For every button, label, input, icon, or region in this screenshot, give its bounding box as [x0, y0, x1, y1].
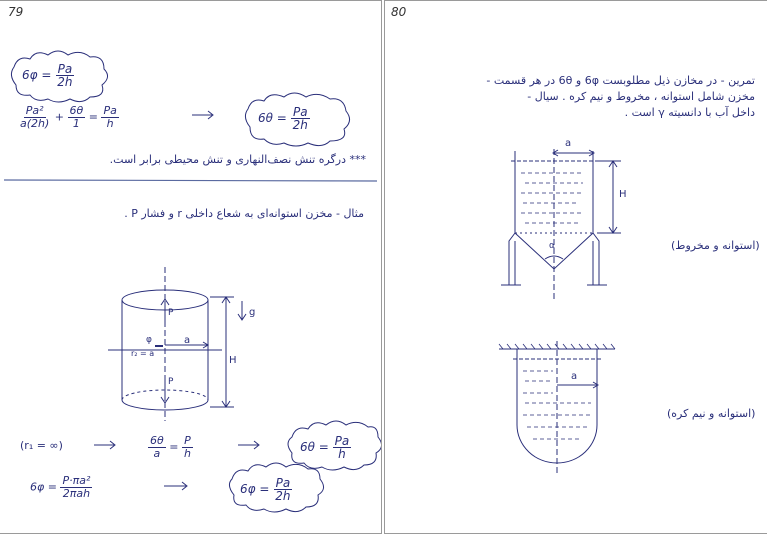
- fig1-label-alpha: α: [549, 241, 555, 251]
- fig1-label-radius-a: a: [565, 138, 572, 149]
- conclusion-text: *** درگره تنش نصف‌النهاری و تنش محیطی برابر است.: [109, 153, 366, 166]
- label-gravity-g: g: [249, 307, 256, 318]
- example-text: مثال - مخزن استوانه‌ای به شعاع داخلی r و فشار P .: [124, 207, 364, 220]
- fig2-caption: (استوانه و نیم کره): [667, 407, 756, 420]
- exercise-line: داخل آب با دانسیته γ است .: [624, 106, 755, 119]
- page-number: 79: [8, 5, 24, 19]
- equation-sigma-phi-final: 6φ = $\frac{Pa}{2h}$: [240, 476, 291, 503]
- equation-sigma-phi-derivation: 6φ = $\frac{\text{P·πa²}}{\text{2πah}}$: [30, 474, 91, 500]
- label-r2: r₂ = a: [131, 349, 155, 358]
- page-number: 80: [391, 5, 407, 19]
- cylinder-hemisphere-figure: [499, 341, 615, 473]
- exercise-line: مخزن شامل استوانه ، مخروط و نیم کره . سیال -: [527, 90, 755, 103]
- fig1-caption: (استوانه و مخروط): [671, 239, 760, 252]
- section-divider: [4, 180, 377, 181]
- cylinder-cone-figure: [501, 149, 621, 301]
- label-p-top: P: [168, 308, 174, 318]
- left-page: [0, 0, 382, 534]
- exercise-line: تمرین - در مخازن ذیل مطلوبست 6φ و 6θ در هر قسمت -: [486, 74, 755, 87]
- cylinder-figure: [108, 267, 246, 421]
- right-page-drawings: [385, 1, 767, 535]
- equation-sigma-theta-result: 6θ = $\frac{Pa}{2h}$: [258, 105, 308, 132]
- equation-sigma-theta-ratio: $\frac{6\theta}{a}$ = $\frac{P}{h}$: [150, 434, 191, 460]
- equation-sigma-theta-final: 6θ = $\frac{Pa}{h}$: [300, 434, 350, 461]
- right-page: [384, 0, 767, 534]
- fig2-label-radius-a: a: [571, 371, 578, 382]
- equation-sigma-phi: 6φ = $\frac{Pa}{2h}$: [22, 62, 73, 89]
- equation-equilibrium: $\frac{\text{Pa²}}{a(2h)}$ + $\frac{6\theta}{1}$ = $\frac{Pa}{h}$: [20, 104, 117, 130]
- fig1-label-height-h: H: [619, 189, 627, 200]
- label-p-bottom: P: [168, 377, 174, 387]
- label-radius-a: a: [184, 335, 191, 346]
- label-phi: φ: [146, 335, 152, 345]
- equation-r1-infinite: (r₁ = ∞): [20, 439, 63, 452]
- label-height-h: H: [229, 355, 237, 366]
